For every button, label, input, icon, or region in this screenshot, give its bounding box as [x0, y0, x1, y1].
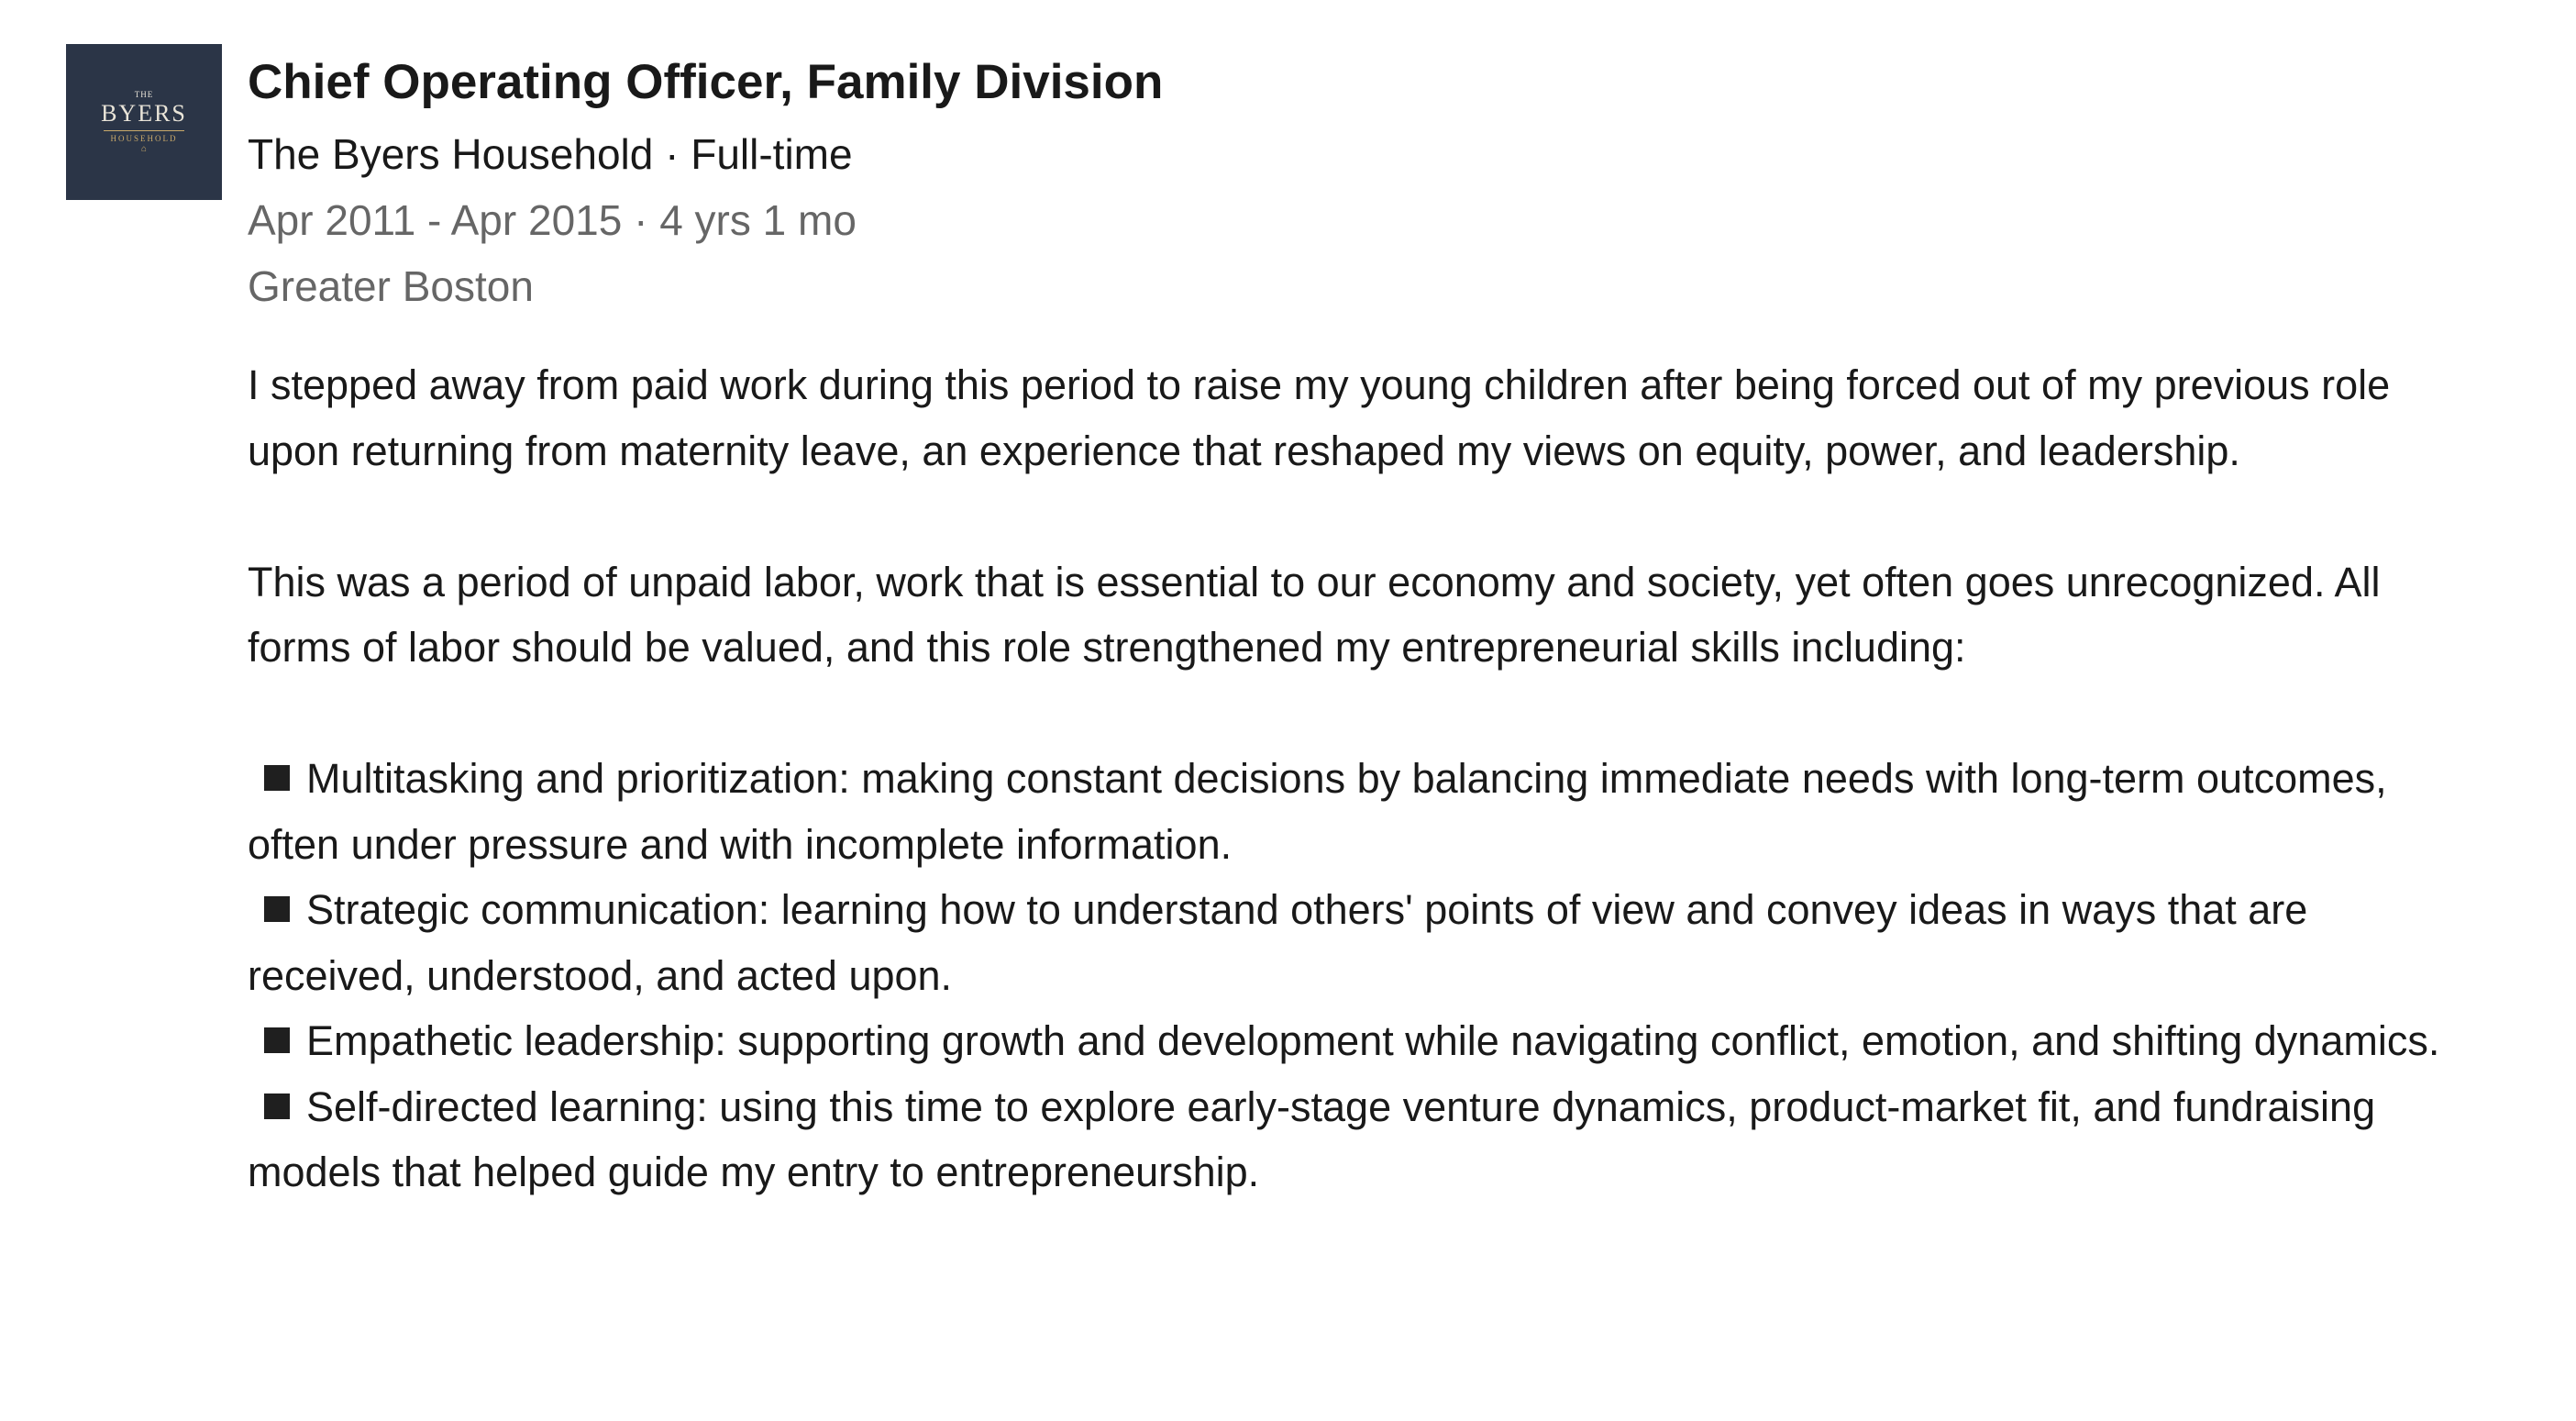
job-description — [248, 352, 2485, 1205]
square-bullet-icon — [264, 1094, 290, 1119]
logo-divider — [104, 130, 184, 131]
square-bullet-icon — [264, 765, 290, 791]
date-range: Apr 2011 - Apr 2015 · 4 yrs 1 mo — [248, 196, 857, 244]
company-line: The Byers Household · Full-time — [248, 130, 853, 178]
skill-bullet — [248, 746, 2485, 877]
job-title: Chief Operating Officer, Family Division — [248, 55, 1164, 109]
description-paragraph-2: This was a period of unpaid labor, work that is essential to our economy and society, yet often goes unrecognized. All forms of labor should be valued, and this role strengthened my entrepreneurial skills including: — [248, 558, 2381, 671]
house-icon: ⌂ — [140, 143, 147, 154]
logo-sub-text: HOUSEHOLD — [110, 133, 178, 143]
description-paragraph-1: I stepped away from paid work during this period to raise my young children after being forced out of my previous role upon returning from maternity leave, an experience that reshaped my views on equity, power, and leadership. — [248, 361, 2391, 474]
square-bullet-icon — [264, 896, 290, 922]
location: Greater Boston — [248, 262, 534, 310]
square-bullet-icon — [264, 1027, 290, 1053]
skill-bullet-text: Empathetic leadership: supporting growth and development while navigating conflict, emotion, and shifting dynamics. — [306, 1017, 2440, 1064]
skill-bullet — [248, 877, 2485, 1008]
skill-bullet-text: Multitasking and prioritization: making constant decisions by balancing immediate needs with long-term outcomes, often under pressure and with incomplete information. — [248, 755, 2387, 868]
skill-bullet — [248, 1008, 2485, 1074]
skill-bullet-text: Strategic communication: learning how to understand others' points of view and convey ideas in ways that are received, understood, and acted upon. — [248, 886, 2308, 999]
experience-content — [248, 44, 2485, 1205]
skill-bullet-text: Self-directed learning: using this time to explore early-stage venture dynamics, product-market fit, and fundraising models that helped guide my entry to entrepreneurship. — [248, 1082, 2376, 1195]
company-logo[interactable] — [66, 44, 222, 200]
logo-name-text: BYERS — [101, 99, 187, 127]
logo-top-text: THE — [134, 89, 154, 99]
skill-bullet — [248, 1074, 2485, 1205]
